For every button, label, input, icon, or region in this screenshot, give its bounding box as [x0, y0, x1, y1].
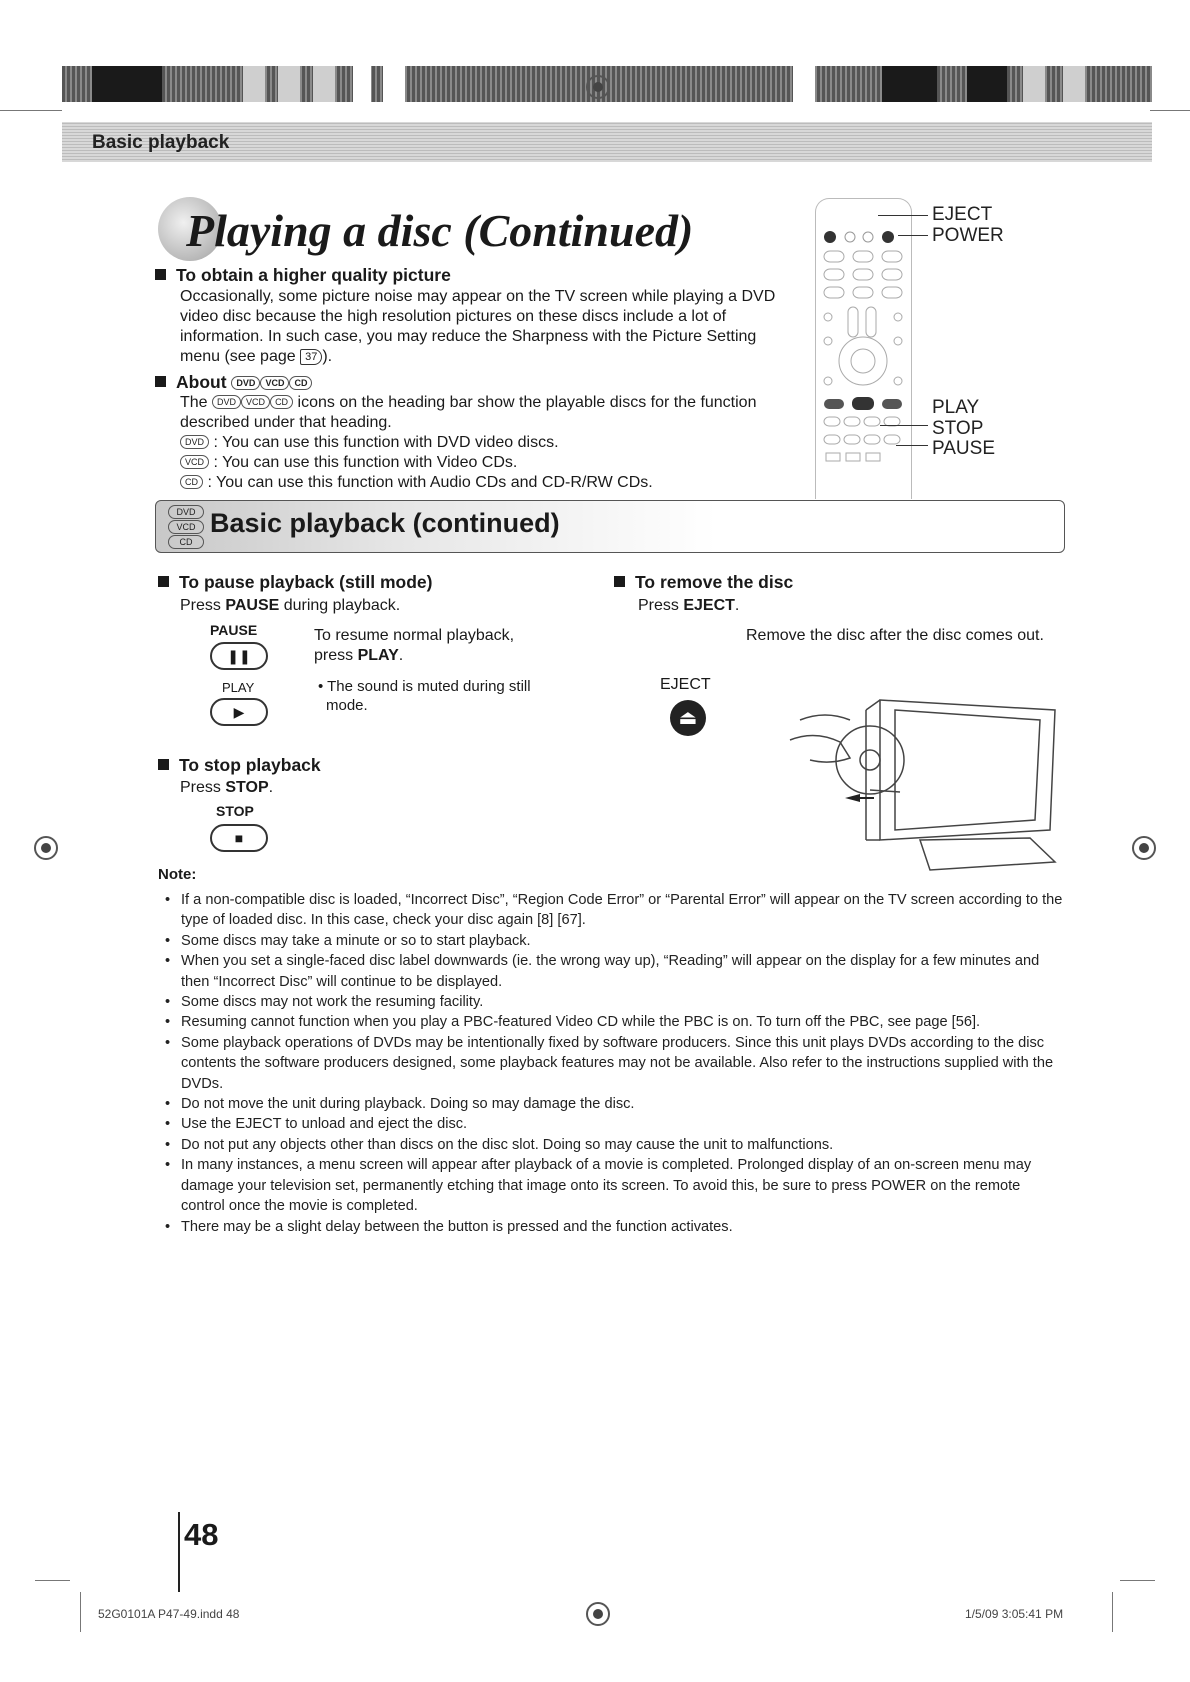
note-item: • When you set a single-faced disc label downwards (ie. the wrong way up), “Reading” will appear on the display for a few minutes and then “Incorrect Disc” will continue to be displayed. — [165, 951, 1065, 992]
eject-button-label: EJECT — [660, 676, 711, 693]
mute-note: • The sound is muted during still — [318, 678, 531, 695]
stop-button-label: STOP — [216, 803, 254, 819]
play-button-icon: ▶ — [210, 698, 268, 726]
vcd-icon: VCD — [260, 376, 289, 390]
page-number-rule — [178, 1512, 180, 1592]
page-reference: 37 — [300, 349, 322, 365]
remove-description: Remove the disc after the disc comes out. — [746, 627, 1044, 644]
remote-control-illustration — [815, 198, 912, 499]
remove-instruction: Press EJECT. — [638, 597, 740, 614]
pause-button-label: PAUSE — [210, 622, 258, 638]
registration-mark — [34, 836, 58, 860]
note-item: • Resuming cannot function when you play a PBC-featured Video CD while the PBC is on. To turn off the PBC, see page [56]. — [165, 1012, 1065, 1032]
note-item: • Some discs may not work the resuming facility. — [165, 992, 1065, 1012]
cd-icon: CD — [289, 376, 312, 390]
dvd-icon: DVD — [231, 376, 260, 390]
about-intro: The DVD VCD CD icons on the heading bar show the playable discs for the function described under that heading. — [180, 394, 757, 431]
quality-heading: To obtain a higher quality picture — [155, 265, 451, 286]
section-label: Basic playback — [92, 132, 230, 153]
vcd-icon: VCD — [241, 395, 270, 409]
vcd-icon: VCD — [168, 520, 204, 534]
disc-type-icons — [168, 505, 204, 549]
crop-line — [1150, 110, 1190, 111]
footer-date: 1/5/09 3:05:41 PM — [965, 1607, 1064, 1621]
remote-buttons-icon — [816, 199, 911, 499]
note-item: • Some discs may take a minute or so to start playback. — [165, 931, 1065, 951]
note-item: • There may be a slight delay between the button is pressed and the function activates. — [165, 1217, 1065, 1237]
about-line-dvd: DVD : You can use this function with DVD video discs. — [180, 433, 559, 453]
pause-heading: To pause playback (still mode) — [158, 572, 433, 593]
cd-icon: CD — [270, 395, 293, 409]
eject-button-icon: ⏏ — [670, 700, 706, 736]
page-number: 48 — [184, 1517, 219, 1552]
vcd-icon: VCD — [180, 455, 209, 469]
stop-button-icon: ■ — [210, 824, 268, 852]
note-list — [165, 890, 1065, 1237]
tv-disc-removal-icon — [770, 680, 1060, 880]
label-pause: PAUSE — [932, 438, 996, 459]
resume-line: To resume normal playback, — [314, 627, 515, 644]
label-stop: STOP — [932, 418, 984, 439]
about-line-vcd: VCD : You can use this function with Video CDs. — [180, 453, 517, 473]
leader-line — [878, 215, 928, 216]
remove-heading: To remove the disc — [614, 572, 793, 593]
cd-icon: CD — [168, 535, 204, 549]
leader-line — [896, 445, 928, 446]
section-heading: Basic playback (continued) — [210, 508, 560, 538]
quality-body: Occasionally, some picture noise may appear on the TV screen while playing a DVD video disc because the high resolution pictures on these discs include a lot of information. In such case, you may reduce the Sharpness with the Picture Setting menu (see page 37 ). — [180, 288, 776, 365]
crop-line — [80, 1592, 81, 1632]
leader-line — [898, 235, 928, 236]
play-button-label: PLAY — [222, 680, 255, 695]
pause-button-icon: ❚❚ — [210, 642, 268, 670]
note-item: • Use the EJECT to unload and eject the disc. — [165, 1114, 1065, 1134]
crop-line — [1120, 1580, 1155, 1581]
about-line-cd: CD : You can use this function with Audio CDs and CD-R/RW CDs. — [180, 473, 653, 493]
dvd-icon: DVD — [212, 395, 241, 409]
dvd-icon: DVD — [168, 505, 204, 519]
note-item: • Do not put any objects other than discs on the disc slot. Doing so may cause the unit to malfunctions. — [165, 1135, 1065, 1155]
note-item: • Some playback operations of DVDs may be intentionally fixed by software producers. Since this unit plays DVDs according to the disc contents the software producers designed, some playback features may not be available. Also refer to the instructions supplied with the DVDs. — [165, 1033, 1065, 1094]
note-title: Note: — [158, 866, 197, 883]
registration-mark — [1132, 836, 1156, 860]
label-play: PLAY — [932, 397, 980, 418]
crop-line — [1112, 1592, 1113, 1632]
cd-icon: CD — [180, 475, 203, 489]
leader-line — [880, 425, 928, 426]
resume-instruction: press PLAY. — [314, 647, 404, 664]
crop-line — [35, 1580, 70, 1581]
page-title: Playing a disc (Continued) — [186, 205, 694, 256]
registration-mark — [586, 1602, 610, 1626]
mute-note-cont: mode. — [326, 697, 368, 714]
note-item: • If a non-compatible disc is loaded, “Incorrect Disc”, “Region Code Error” or “Parental Error” will appear on the TV screen according to the type of loaded disc. In this case, check your disc again [8] [67]. — [165, 890, 1065, 931]
pause-instruction: Press PAUSE during playback. — [180, 597, 401, 614]
label-power: POWER — [932, 225, 1004, 246]
registration-mark — [586, 75, 610, 99]
footer-file: 52G0101A P47-49.indd 48 — [98, 1607, 240, 1621]
dvd-icon: DVD — [180, 435, 209, 449]
note-item: • Do not move the unit during playback. Doing so may damage the disc. — [165, 1094, 1065, 1114]
stop-heading: To stop playback — [158, 755, 321, 776]
label-eject: EJECT — [932, 204, 993, 225]
about-heading: About DVD VCD CD — [155, 372, 312, 393]
crop-line — [0, 110, 62, 111]
note-item: • In many instances, a menu screen will appear after playback of a movie is completed. Prolonged display of an on-screen menu may damage your television set, permanently etching that image onto its screen. To avoid this, be sure to press POWER on the remote control once the movie is completed. — [165, 1155, 1065, 1216]
stop-instruction: Press STOP. — [180, 779, 274, 796]
